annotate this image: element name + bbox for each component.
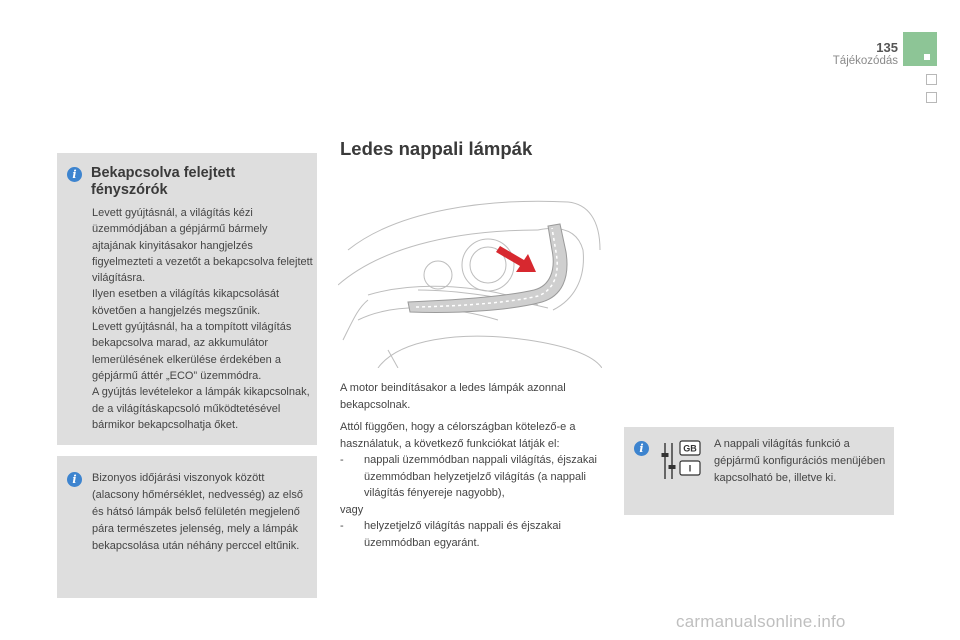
- chapter-tab[interactable]: [926, 74, 937, 85]
- paragraph: A gyújtás levételekor a lámpák kikapcsolnak, de a világításkapcsoló működtetésével bármikor bekapcsolhatja őket.: [92, 386, 310, 431]
- paragraph: Levett gyújtásnál, a világítás kézi üzemmódjában a gépjármű bármely ajtajának kinyitásakor hangjelzés figyelmezteti a vezetőt a bekapcsolva felejtett világításra.: [92, 207, 313, 285]
- info-icon: i: [67, 472, 82, 487]
- paragraph: Ilyen esetben a világítás kikapcsolását követően a hangjelzés megszűnik.: [92, 288, 280, 317]
- bullet-dash: -: [340, 454, 344, 466]
- config-panel: [624, 427, 894, 515]
- weather-panel: [57, 456, 317, 598]
- chapter-tab-active[interactable]: [903, 32, 937, 66]
- panel-body: Bizonyos időjárási viszonyok között (alacsony hőmérséklet, nedvesség) az első és hátsó lámpák belső felületén megjelenő pára természetes jelenség, mely a lámpák bekapcsolása után néhány perccel eltűnik.: [92, 472, 303, 552]
- main-text: [340, 380, 602, 551]
- led-strip: [408, 224, 567, 313]
- settings-sliders-icon: [660, 439, 706, 483]
- i-badge: I: [688, 463, 692, 474]
- chapter-tab[interactable]: [926, 92, 937, 103]
- page-title: Ledes nappali lámpák: [340, 138, 533, 159]
- bullet-dash: -: [340, 520, 344, 532]
- or-text: vagy: [340, 503, 364, 516]
- info-icon: i: [634, 441, 649, 456]
- panel-title: Bekapcsolva felejtett fényszórók: [91, 165, 236, 198]
- panel-body: A nappali világítás funkció a gépjármű konfigurációs menüjében kapcsolható be, illetve ki.: [714, 438, 886, 484]
- info-icon: i: [67, 167, 82, 182]
- bullet-text: helyzetjelző világítás nappali és éjszakai üzemmódban egyaránt.: [364, 520, 561, 549]
- section-name: Tájékozódás: [832, 55, 898, 67]
- headlight-illustration: [338, 190, 602, 368]
- paragraph: Levett gyújtásnál, ha a tompított világítás bekapcsolva marad, az akkumulátor lemerülésének elkerülése érdekében a gépjármű áttér „ECO” üzemmódra.: [92, 321, 292, 382]
- panel-body: [92, 205, 314, 433]
- pointer-arrow: [496, 246, 536, 272]
- bullet-item: [340, 518, 602, 551]
- forgot-lights-panel: [57, 153, 317, 445]
- gb-badge: GB: [683, 443, 697, 454]
- intro-paragraph: A motor beindításakor a ledes lámpák azonnal bekapcsolnak.: [340, 382, 566, 411]
- tab-marker: [924, 54, 930, 60]
- bullet-text: nappali üzemmódban nappali világítás, éjszakai üzemmódban helyzetjelző világítás (a nappali világítás fényereje nagyobb),: [364, 454, 597, 499]
- bullet-item: [340, 452, 602, 502]
- page-number: 135: [876, 40, 898, 55]
- watermark: carmanualsonline.info: [676, 612, 846, 631]
- function-paragraph: Attól függően, hogy a célországban kötelező-e a használatuk, a következő funkciókat látják el:: [340, 421, 576, 450]
